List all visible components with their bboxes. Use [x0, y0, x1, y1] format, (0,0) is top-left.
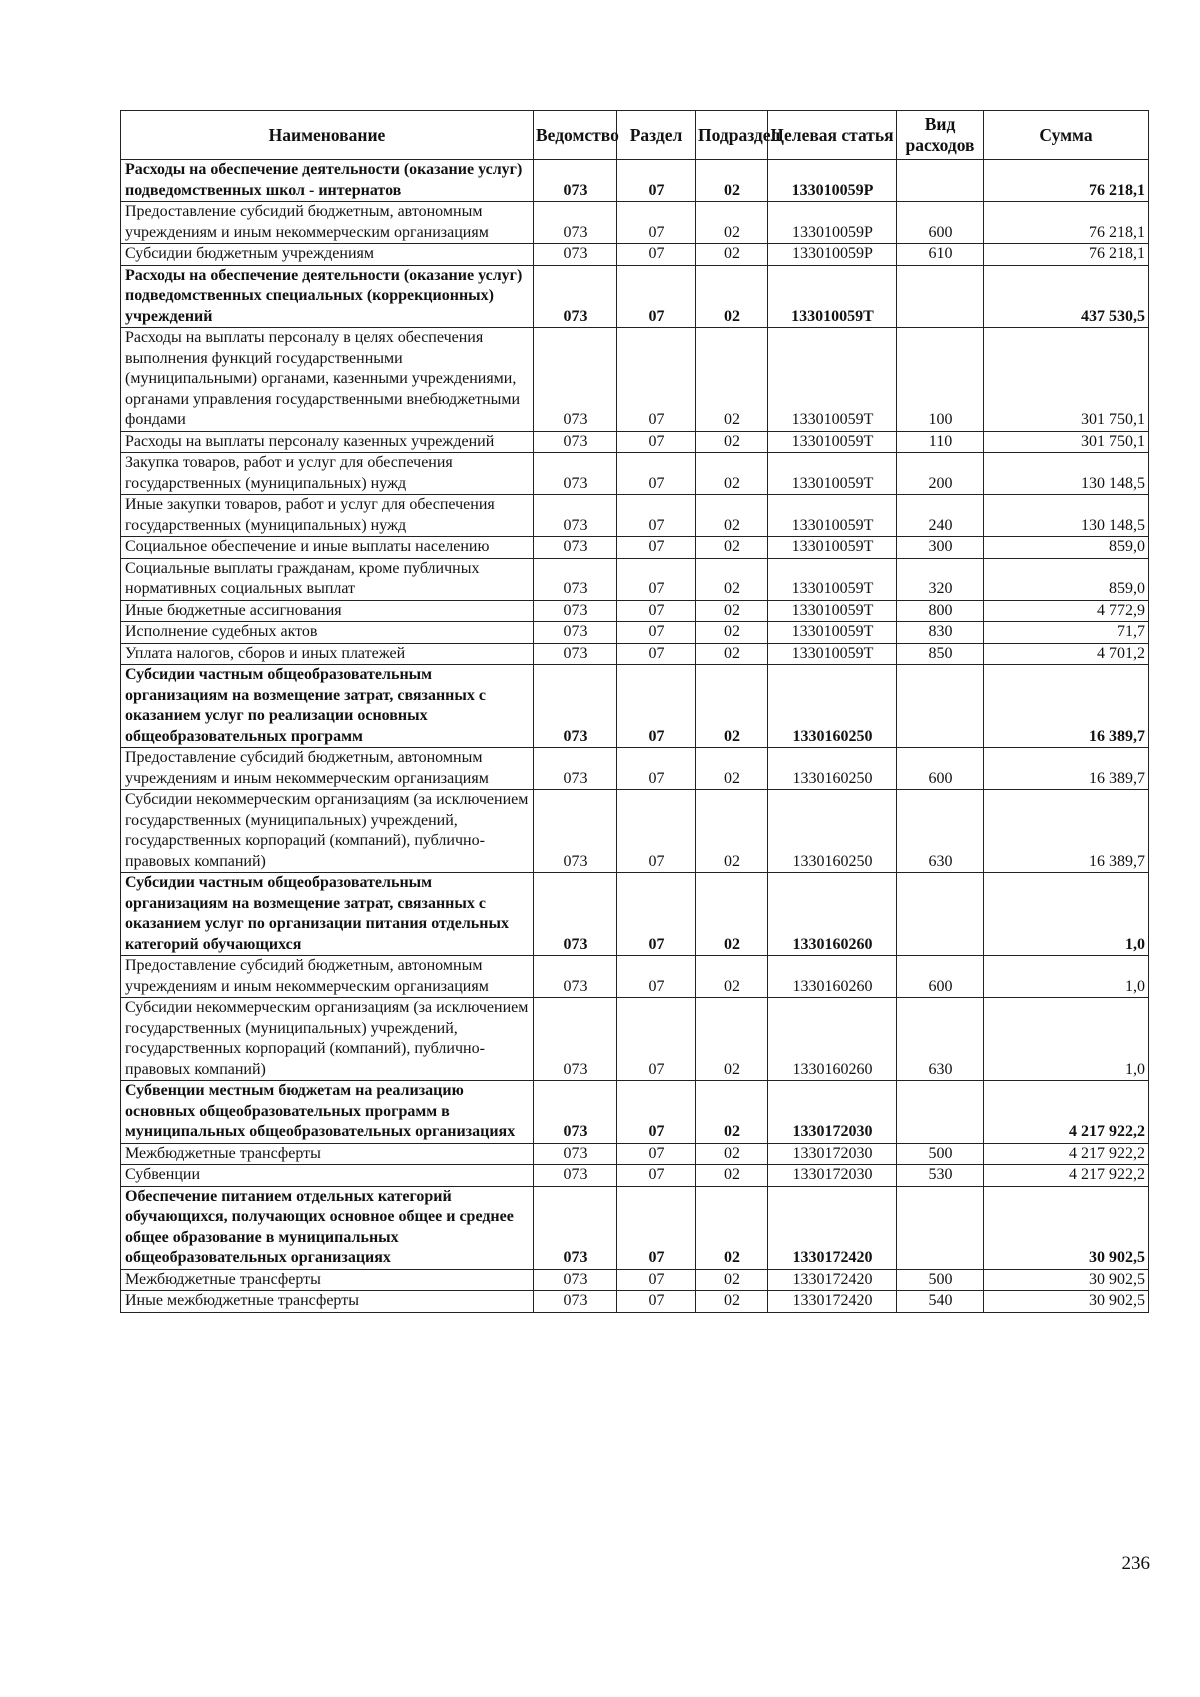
cell-expense-type: [897, 1081, 984, 1144]
cell-name: Предоставление субсидий бюджетным, автономным учреждениям и иным некоммерческим организациям: [121, 748, 534, 790]
header-name: Наименование: [121, 111, 534, 160]
cell-podrazdel: 02: [696, 431, 768, 453]
cell-expense-type: 600: [897, 956, 984, 998]
cell-name: Уплата налогов, сборов и иных платежей: [121, 643, 534, 665]
cell-target-article: 133010059Т: [768, 495, 897, 537]
table-row: [121, 748, 1149, 790]
table-row: [121, 1165, 1149, 1187]
cell-expense-type: [897, 873, 984, 956]
cell-razdel: 07: [617, 265, 696, 328]
cell-expense-type: [897, 265, 984, 328]
cell-name: Социальные выплаты гражданам, кроме публичных нормативных социальных выплат: [121, 558, 534, 600]
cell-sum: 4 772,9: [984, 600, 1149, 622]
cell-ved: 073: [534, 873, 617, 956]
cell-target-article: 1330172420: [768, 1186, 897, 1269]
cell-podrazdel: 02: [696, 998, 768, 1081]
cell-expense-type: 200: [897, 453, 984, 495]
cell-target-article: 133010059Р: [768, 202, 897, 244]
cell-podrazdel: 02: [696, 1165, 768, 1187]
cell-target-article: 133010059Т: [768, 328, 897, 432]
cell-razdel: 07: [617, 1269, 696, 1291]
cell-name: Субсидии частным общеобразовательным организациям на возмещение затрат, связанных с оказанием услуг по реализации основных общеобразовательных программ: [121, 665, 534, 748]
cell-ved: 073: [534, 665, 617, 748]
header-target-article: Целевая статья: [768, 111, 897, 160]
cell-name: Субвенции местным бюджетам на реализацию основных общеобразовательных программ в муниципальных общеобразовательных организациях: [121, 1081, 534, 1144]
cell-podrazdel: 02: [696, 873, 768, 956]
header-sum: Сумма: [984, 111, 1149, 160]
cell-name: Межбюджетные трансферты: [121, 1269, 534, 1291]
cell-ved: 073: [534, 202, 617, 244]
cell-ved: 073: [534, 328, 617, 432]
cell-target-article: 133010059Т: [768, 600, 897, 622]
cell-podrazdel: 02: [696, 1186, 768, 1269]
table-row: [121, 495, 1149, 537]
cell-sum: 30 902,5: [984, 1186, 1149, 1269]
table-row: [121, 453, 1149, 495]
cell-name: Субсидии некоммерческим организациям (за исключением государственных (муниципальных) учреждений, государственных корпораций (компаний), публично-правовых компаний): [121, 998, 534, 1081]
table-row-section: [121, 665, 1149, 748]
cell-target-article: 133010059Т: [768, 431, 897, 453]
cell-target-article: 1330172030: [768, 1165, 897, 1187]
cell-podrazdel: 02: [696, 748, 768, 790]
cell-ved: 073: [534, 1186, 617, 1269]
table-row: [121, 622, 1149, 644]
cell-ved: 073: [534, 160, 617, 202]
table-row: [121, 431, 1149, 453]
cell-target-article: 133010059Т: [768, 453, 897, 495]
table-row: [121, 1269, 1149, 1291]
cell-target-article: 1330160260: [768, 956, 897, 998]
cell-razdel: 07: [617, 622, 696, 644]
cell-expense-type: 830: [897, 622, 984, 644]
cell-sum: 4 701,2: [984, 643, 1149, 665]
table-row: [121, 998, 1149, 1081]
cell-expense-type: 500: [897, 1269, 984, 1291]
cell-expense-type: 530: [897, 1165, 984, 1187]
cell-expense-type: 850: [897, 643, 984, 665]
cell-podrazdel: 02: [696, 558, 768, 600]
cell-razdel: 07: [617, 537, 696, 559]
cell-sum: 16 389,7: [984, 790, 1149, 873]
cell-podrazdel: 02: [696, 160, 768, 202]
table-row: [121, 202, 1149, 244]
cell-ved: 073: [534, 600, 617, 622]
table-row-section: [121, 265, 1149, 328]
table-row: [121, 790, 1149, 873]
cell-ved: 073: [534, 1165, 617, 1187]
cell-sum: 1,0: [984, 998, 1149, 1081]
cell-podrazdel: 02: [696, 328, 768, 432]
cell-sum: 437 530,5: [984, 265, 1149, 328]
cell-name: Иные бюджетные ассигнования: [121, 600, 534, 622]
cell-name: Расходы на выплаты персоналу в целях обеспечения выполнения функций государственными (муниципальными) органами, казенными учреждениями, органами управления государственными внебюджетными фондами: [121, 328, 534, 432]
header-razdel: Раздел: [617, 111, 696, 160]
cell-expense-type: 630: [897, 998, 984, 1081]
cell-expense-type: 110: [897, 431, 984, 453]
cell-podrazdel: 02: [696, 244, 768, 266]
cell-razdel: 07: [617, 1291, 696, 1313]
cell-sum: 1,0: [984, 873, 1149, 956]
cell-name: Иные межбюджетные трансферты: [121, 1291, 534, 1313]
table-row: [121, 558, 1149, 600]
cell-ved: 073: [534, 1081, 617, 1144]
cell-ved: 073: [534, 1269, 617, 1291]
table-row: [121, 1143, 1149, 1165]
budget-table: [120, 110, 1149, 1313]
cell-podrazdel: 02: [696, 495, 768, 537]
cell-sum: 301 750,1: [984, 431, 1149, 453]
cell-razdel: 07: [617, 956, 696, 998]
cell-podrazdel: 02: [696, 1291, 768, 1313]
cell-razdel: 07: [617, 873, 696, 956]
cell-ved: 073: [534, 453, 617, 495]
table-row: [121, 537, 1149, 559]
cell-podrazdel: 02: [696, 956, 768, 998]
cell-podrazdel: 02: [696, 202, 768, 244]
table-row-section: [121, 1081, 1149, 1144]
cell-target-article: 1330160260: [768, 873, 897, 956]
cell-name: Предоставление субсидий бюджетным, автономным учреждениям и иным некоммерческим организациям: [121, 202, 534, 244]
cell-ved: 073: [534, 1291, 617, 1313]
cell-name: Расходы на обеспечение деятельности (оказание услуг) подведомственных специальных (коррекционных) учреждений: [121, 265, 534, 328]
cell-ved: 073: [534, 244, 617, 266]
cell-target-article: 1330172420: [768, 1291, 897, 1313]
cell-razdel: 07: [617, 202, 696, 244]
cell-ved: 073: [534, 495, 617, 537]
cell-sum: 71,7: [984, 622, 1149, 644]
cell-name: Закупка товаров, работ и услуг для обеспечения государственных (муниципальных) нужд: [121, 453, 534, 495]
cell-name: Обеспечение питанием отдельных категорий обучающихся, получающих основное общее и среднее общее образование в муниципальных общеобразовательных организациях: [121, 1186, 534, 1269]
cell-razdel: 07: [617, 665, 696, 748]
cell-ved: 073: [534, 622, 617, 644]
cell-sum: 76 218,1: [984, 160, 1149, 202]
table-row-section: [121, 1186, 1149, 1269]
cell-razdel: 07: [617, 328, 696, 432]
cell-sum: 859,0: [984, 537, 1149, 559]
cell-expense-type: 500: [897, 1143, 984, 1165]
cell-name: Расходы на обеспечение деятельности (оказание услуг) подведомственных школ - интернатов: [121, 160, 534, 202]
cell-target-article: 1330160250: [768, 748, 897, 790]
page-number: 236: [1121, 1553, 1150, 1574]
cell-podrazdel: 02: [696, 453, 768, 495]
cell-name: Расходы на выплаты персоналу казенных учреждений: [121, 431, 534, 453]
cell-sum: 30 902,5: [984, 1269, 1149, 1291]
cell-podrazdel: 02: [696, 600, 768, 622]
cell-razdel: 07: [617, 495, 696, 537]
cell-sum: 130 148,5: [984, 495, 1149, 537]
cell-name: Исполнение судебных актов: [121, 622, 534, 644]
table-row: [121, 643, 1149, 665]
cell-expense-type: 600: [897, 748, 984, 790]
cell-podrazdel: 02: [696, 537, 768, 559]
table-row-section: [121, 873, 1149, 956]
cell-razdel: 07: [617, 160, 696, 202]
cell-expense-type: 630: [897, 790, 984, 873]
cell-sum: 4 217 922,2: [984, 1143, 1149, 1165]
cell-ved: 073: [534, 537, 617, 559]
cell-podrazdel: 02: [696, 643, 768, 665]
cell-sum: 4 217 922,2: [984, 1165, 1149, 1187]
cell-ved: 073: [534, 956, 617, 998]
header-ved: Ведомство: [534, 111, 617, 160]
cell-target-article: 1330172030: [768, 1081, 897, 1144]
cell-expense-type: 240: [897, 495, 984, 537]
cell-ved: 073: [534, 1143, 617, 1165]
cell-sum: 130 148,5: [984, 453, 1149, 495]
table-row: [121, 600, 1149, 622]
cell-razdel: 07: [617, 748, 696, 790]
cell-razdel: 07: [617, 790, 696, 873]
cell-razdel: 07: [617, 998, 696, 1081]
cell-sum: 301 750,1: [984, 328, 1149, 432]
cell-podrazdel: 02: [696, 622, 768, 644]
cell-name: Субсидии бюджетным учреждениям: [121, 244, 534, 266]
cell-ved: 073: [534, 431, 617, 453]
cell-expense-type: 610: [897, 244, 984, 266]
cell-razdel: 07: [617, 1143, 696, 1165]
cell-ved: 073: [534, 790, 617, 873]
cell-razdel: 07: [617, 600, 696, 622]
header-row: [121, 111, 1149, 160]
cell-expense-type: 540: [897, 1291, 984, 1313]
cell-target-article: 133010059Т: [768, 558, 897, 600]
cell-target-article: 133010059Р: [768, 160, 897, 202]
cell-name: Субвенции: [121, 1165, 534, 1187]
cell-razdel: 07: [617, 1186, 696, 1269]
cell-target-article: 133010059Т: [768, 622, 897, 644]
cell-razdel: 07: [617, 1165, 696, 1187]
cell-ved: 073: [534, 643, 617, 665]
cell-name: Предоставление субсидий бюджетным, автономным учреждениям и иным некоммерческим организациям: [121, 956, 534, 998]
cell-podrazdel: 02: [696, 1269, 768, 1291]
cell-expense-type: [897, 665, 984, 748]
cell-sum: 4 217 922,2: [984, 1081, 1149, 1144]
header-podrazdel: Подраздел: [696, 111, 768, 160]
cell-ved: 073: [534, 998, 617, 1081]
cell-sum: 1,0: [984, 956, 1149, 998]
cell-ved: 073: [534, 558, 617, 600]
cell-expense-type: 320: [897, 558, 984, 600]
cell-podrazdel: 02: [696, 1081, 768, 1144]
cell-razdel: 07: [617, 1081, 696, 1144]
table-row: [121, 244, 1149, 266]
cell-target-article: 133010059Т: [768, 265, 897, 328]
cell-target-article: 1330160250: [768, 790, 897, 873]
table-row-section: [121, 160, 1149, 202]
cell-razdel: 07: [617, 643, 696, 665]
table-header: [121, 111, 1149, 160]
cell-razdel: 07: [617, 244, 696, 266]
cell-target-article: 1330160260: [768, 998, 897, 1081]
cell-expense-type: 600: [897, 202, 984, 244]
cell-podrazdel: 02: [696, 665, 768, 748]
cell-ved: 073: [534, 265, 617, 328]
cell-sum: 76 218,1: [984, 202, 1149, 244]
cell-target-article: 133010059Т: [768, 643, 897, 665]
cell-razdel: 07: [617, 453, 696, 495]
table-row: [121, 956, 1149, 998]
cell-expense-type: [897, 1186, 984, 1269]
cell-name: Субсидии частным общеобразовательным организациям на возмещение затрат, связанных с оказанием услуг по организации питания отдельных категорий обучающихся: [121, 873, 534, 956]
cell-sum: 16 389,7: [984, 748, 1149, 790]
cell-sum: 16 389,7: [984, 665, 1149, 748]
cell-target-article: 133010059Р: [768, 244, 897, 266]
cell-sum: 76 218,1: [984, 244, 1149, 266]
cell-razdel: 07: [617, 431, 696, 453]
cell-razdel: 07: [617, 558, 696, 600]
cell-target-article: 1330160250: [768, 665, 897, 748]
table-body: [121, 160, 1149, 1313]
cell-target-article: 133010059Т: [768, 537, 897, 559]
header-expense-type: Вид расходов: [897, 111, 984, 160]
cell-name: Межбюджетные трансферты: [121, 1143, 534, 1165]
cell-podrazdel: 02: [696, 265, 768, 328]
cell-target-article: 1330172030: [768, 1143, 897, 1165]
cell-sum: 859,0: [984, 558, 1149, 600]
cell-name: Социальное обеспечение и иные выплаты населению: [121, 537, 534, 559]
cell-ved: 073: [534, 748, 617, 790]
table-row: [121, 328, 1149, 432]
table-row: [121, 1291, 1149, 1313]
cell-sum: 30 902,5: [984, 1291, 1149, 1313]
cell-expense-type: 300: [897, 537, 984, 559]
cell-podrazdel: 02: [696, 1143, 768, 1165]
cell-expense-type: [897, 160, 984, 202]
cell-target-article: 1330172420: [768, 1269, 897, 1291]
cell-podrazdel: 02: [696, 790, 768, 873]
cell-expense-type: 800: [897, 600, 984, 622]
cell-expense-type: 100: [897, 328, 984, 432]
cell-name: Иные закупки товаров, работ и услуг для обеспечения государственных (муниципальных) нужд: [121, 495, 534, 537]
cell-name: Субсидии некоммерческим организациям (за исключением государственных (муниципальных) учреждений, государственных корпораций (компаний), публично-правовых компаний): [121, 790, 534, 873]
